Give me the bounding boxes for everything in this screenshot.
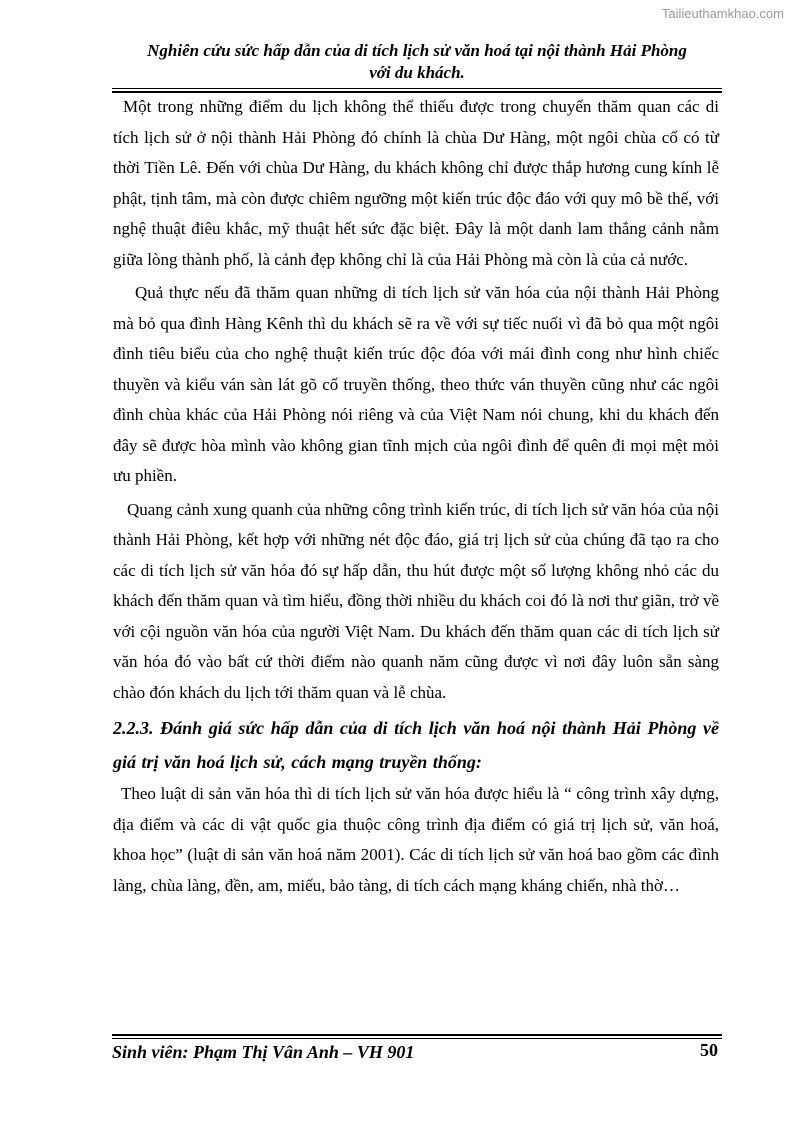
body-paragraph: Một trong những điểm du lịch không thể thiếu được trong chuyến thăm quan các di tích lịch sử ở nội thành Hải Phòng đó chính là chùa Dư Hàng, một ngôi chùa cổ có từ thời Tiền Lê. Đến với chùa Dư Hàng, du khách không chỉ được thắp hương cung kính lễ phật, tịnh tâm, mà còn được chiêm ngưỡng một kiến trúc độc đáo với quy mô bề thế, với nghệ thuật điêu khắc, mỹ thuật hết sức đặc biệt. Đây là một danh lam thắng cảnh nằm giữa lòng thành phố, là cảnh đẹp không chỉ là của Hải Phòng mà còn là của cả nước. xyxy=(113,97,719,269)
footer-divider xyxy=(112,1038,722,1039)
body-paragraph: Quả thực nếu đã thăm quan những di tích lịch sử văn hóa của nội thành Hải Phòng mà bỏ qua đình Hàng Kênh thì du khách sẽ ra về với sự tiếc nuối vì đã bỏ qua một ngôi đình tiêu biểu của cho nghệ thuật kiến trúc độc đóa với mái đình cong như hình chiếc thuyền và kiểu ván sàn lát gõ cổ truyền thống, theo thức ván thuyền cũng như các ngôi đình chùa khác của Hải Phòng nói riêng và của Việt Nam nói chung, khi du khách đến đây sẽ được hòa mình vào không gian tĩnh mịch của ngôi đình để quên đi mọi mệt mỏi ưu phiền. xyxy=(113,283,719,485)
header-divider xyxy=(112,88,722,89)
body-paragraph: Theo luật di sản văn hóa thì di tích lịch sử văn hóa được hiểu là “ công trình xây dựng, địa điểm và các di vật quốc gia thuộc công trình địa điểm có giá trị lịch sử, văn hoá, khoa học” (luật di sản văn hoá năm 2001). Các di tích lịch sử văn hoá bao gồm các đình làng, chùa làng, đền, am, miếu, bảo tàng, di tích cách mạng kháng chiến, nhà thờ… xyxy=(113,784,719,895)
page-number: 50 xyxy=(700,1040,718,1060)
body-paragraph: Quang cảnh xung quanh của những công trình kiến trúc, di tích lịch sử văn hóa của nội thành Hải Phòng, kết hợp với những nét độc đáo, giá trị lịch sử của chúng đã tạo ra cho các di tích lịch sử văn hóa đó sự hấp dẫn, thu hút được một số lượng không nhỏ các du khách đến thăm quan và tìm hiểu, đồng thời nhiều du khách coi đó là nơi thư giãn, trở về với cội nguồn văn hóa của người Việt Nam. Du khách đến thăm quan các di tích lịch sử văn hóa đó vào bất cứ thời điểm nào quanh năm cũng được vì nơi đây luôn sẵn sàng chào đón khách du lịch tới thăm quan và lễ chùa. xyxy=(113,499,719,702)
page-header xyxy=(112,40,722,84)
header-title-line1: Nghiên cứu sức hấp dẫn của di tích lịch sử văn hoá tại nội thành Hải Phòng xyxy=(147,41,687,60)
section-heading: 2.2.3. Đánh giá sức hấp dẫn của di tích lịch văn hoá nội thành Hải Phòng về giá trị văn hoá lịch sử, cách mạng truyền thống: xyxy=(113,718,719,772)
footer-divider-thick xyxy=(112,1034,722,1036)
footer-student-name: Sinh viên: Phạm Thị Vân Anh – VH 901 xyxy=(112,1042,415,1062)
watermark: Tailieuthamkhao.com xyxy=(661,6,784,21)
header-title-line2: với du khách. xyxy=(369,63,465,82)
document-body xyxy=(113,92,719,901)
